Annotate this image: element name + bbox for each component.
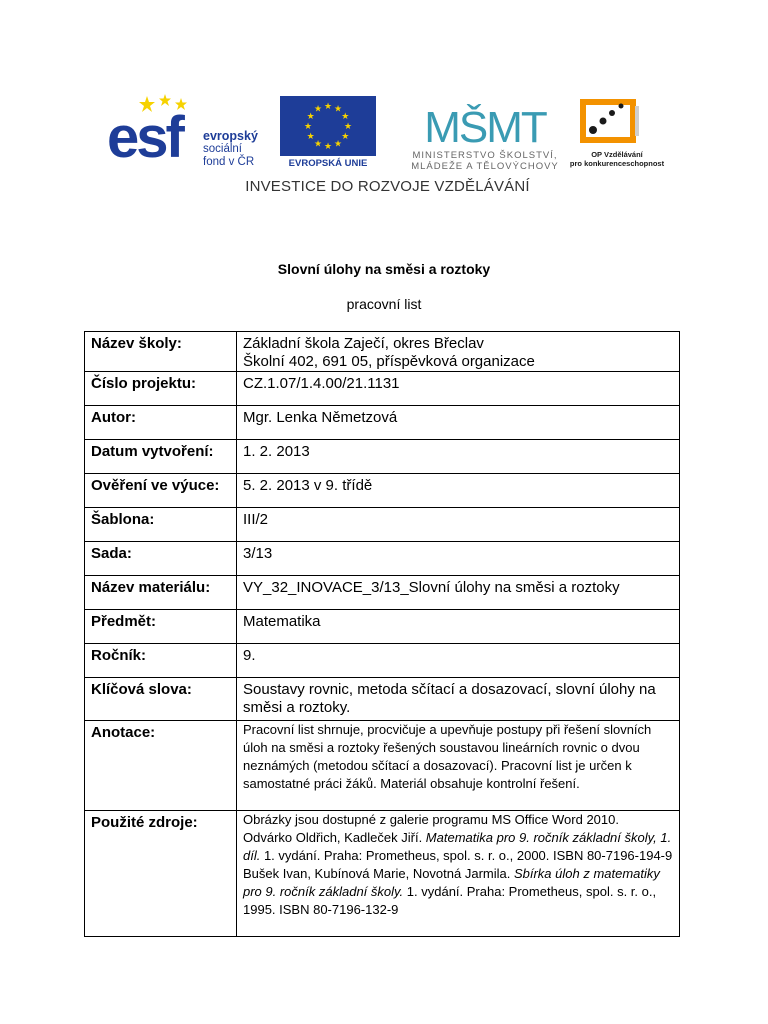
row-label: Název školy: bbox=[85, 332, 237, 372]
table-row bbox=[85, 644, 680, 678]
row-label: Číslo projektu: bbox=[85, 372, 237, 406]
row-label: Anotace: bbox=[85, 721, 237, 811]
document-title: Slovní úlohy na směsi a roztoky bbox=[277, 261, 491, 277]
eu-flag bbox=[280, 96, 376, 156]
table-row bbox=[85, 508, 680, 542]
op-line-1: OP Vzdělávání bbox=[591, 150, 643, 159]
eu-star-icon: ★ bbox=[333, 138, 343, 149]
esf-text bbox=[203, 130, 258, 169]
row-label: Autor: bbox=[85, 406, 237, 440]
source-gallery: Obrázky jsou dostupné z galerie programu MS Office Word 2010. bbox=[243, 812, 619, 827]
eu-star-icon: ★ bbox=[341, 111, 350, 121]
eu-star-icon: ★ bbox=[343, 121, 353, 131]
esf-logo bbox=[107, 94, 265, 174]
row-label: Šablona: bbox=[85, 508, 237, 542]
msmt-line-2: MLÁDEŽE A TĚLOVÝCHOVY bbox=[411, 161, 559, 172]
table-row bbox=[85, 440, 680, 474]
source-reference-1 bbox=[243, 829, 679, 865]
table-row bbox=[85, 332, 680, 372]
row-label: Předmět: bbox=[85, 610, 237, 644]
eu-star-icon: ★ bbox=[313, 138, 323, 149]
eu-star-icon: ★ bbox=[306, 131, 315, 141]
info-table bbox=[84, 331, 680, 937]
eu-star-icon: ★ bbox=[303, 121, 313, 131]
row-value bbox=[237, 811, 680, 937]
row-value: III/2 bbox=[237, 508, 680, 542]
op-logo bbox=[557, 96, 677, 182]
table-row bbox=[85, 811, 680, 937]
ref1-rest: 1. vydání. Praha: Prometheus, spol. s. r. o., 2000. ISBN 80-7196-194-9 bbox=[260, 848, 673, 863]
tagline: INVESTICE DO ROZVOJE VZDĚLÁVÁNÍ bbox=[245, 178, 530, 195]
row-value: 5. 2. 2013 v 9. třídě bbox=[237, 474, 680, 508]
table-row bbox=[85, 576, 680, 610]
esf-line-3: fond v ČR bbox=[203, 156, 255, 168]
eu-star-icon: ★ bbox=[323, 101, 333, 111]
ref2-rest: 1. vydání. Praha: Prometheus, spol. s. r. o., 1995. ISBN 80-7196-132-9 bbox=[243, 884, 657, 917]
row-value: Pracovní list shrnuje, procvičuje a upevňuje postupy při řešení slovních úloh na směsi a roztoky řešených soustavou lineárních rovnic o dvou neznámých (metodou sčítací a dosazovací). Pracovní list je určen k samostatné práci žáků. Materiál obsahuje kontrolní řešení. bbox=[237, 721, 680, 811]
table-row bbox=[85, 542, 680, 576]
eu-star-icon: ★ bbox=[306, 111, 315, 121]
table-row bbox=[85, 474, 680, 508]
row-label: Ročník: bbox=[85, 644, 237, 678]
row-value: Mgr. Lenka Němetzová bbox=[237, 406, 680, 440]
row-label: Datum vytvoření: bbox=[85, 440, 237, 474]
school-name: Základní škola Zaječí, okres Břeclav bbox=[243, 335, 484, 352]
ref2-authors: Bušek Ivan, Kubínová Marie, Novotná Jarmila. bbox=[243, 866, 514, 881]
row-label: Klíčová slova: bbox=[85, 678, 237, 721]
esf-letters: esf bbox=[107, 105, 182, 170]
row-value: Soustavy rovnic, metoda sčítací a dosazovací, slovní úlohy na směsi a roztoky. bbox=[237, 678, 680, 721]
row-value: Matematika bbox=[237, 610, 680, 644]
row-label: Název materiálu: bbox=[85, 576, 237, 610]
ref2-title: Sbírka úloh z matematiky pro 9. ročník základní školy. bbox=[243, 866, 660, 899]
esf-line-1: evropský bbox=[203, 129, 258, 143]
eu-star-icon: ★ bbox=[313, 103, 323, 114]
msmt-label bbox=[405, 150, 565, 172]
table-row bbox=[85, 610, 680, 644]
msmt-logo-text: MŠMT bbox=[424, 103, 546, 148]
logo-banner bbox=[95, 90, 680, 202]
row-value: 1. 2. 2013 bbox=[237, 440, 680, 474]
msmt-mark-icon bbox=[405, 92, 565, 148]
op-mark-icon bbox=[557, 96, 677, 148]
table-row bbox=[85, 406, 680, 440]
msmt-logo bbox=[405, 92, 565, 178]
ref1-title: Matematika pro 9. ročník základní školy, 1. díl. bbox=[243, 830, 672, 863]
eu-flag-stars-icon bbox=[280, 96, 376, 156]
table-row bbox=[85, 372, 680, 406]
row-value: 3/13 bbox=[237, 542, 680, 576]
op-label bbox=[557, 150, 677, 168]
school-address: Školní 402, 691 05, příspěvková organizace bbox=[243, 353, 535, 370]
op-line-2: pro konkurenceschopnost bbox=[569, 159, 665, 168]
esf-line-2: sociální bbox=[203, 143, 242, 155]
row-value bbox=[237, 332, 680, 372]
eu-star-icon: ★ bbox=[323, 141, 333, 151]
row-value: 9. bbox=[237, 644, 680, 678]
row-label: Sada: bbox=[85, 542, 237, 576]
eu-label: EVROPSKÁ UNIE bbox=[288, 158, 368, 169]
row-value: CZ.1.07/1.4.00/21.1131 bbox=[237, 372, 680, 406]
msmt-line-1: MINISTERSTVO ŠKOLSTVÍ, bbox=[412, 150, 558, 161]
table-row bbox=[85, 678, 680, 721]
eu-star-icon: ★ bbox=[341, 131, 350, 141]
row-label: Ověření ve výuce: bbox=[85, 474, 237, 508]
document-subtitle: pracovní list bbox=[346, 296, 422, 312]
source-reference-2 bbox=[243, 865, 679, 919]
table-row bbox=[85, 721, 680, 811]
row-label: Použité zdroje: bbox=[85, 811, 237, 937]
eu-star-icon: ★ bbox=[333, 103, 343, 114]
ref1-authors: Odvárko Oldřich, Kadleček Jiří. bbox=[243, 830, 426, 845]
row-value: VY_32_INOVACE_3/13_Slovní úlohy na směsi a roztoky bbox=[237, 576, 680, 610]
